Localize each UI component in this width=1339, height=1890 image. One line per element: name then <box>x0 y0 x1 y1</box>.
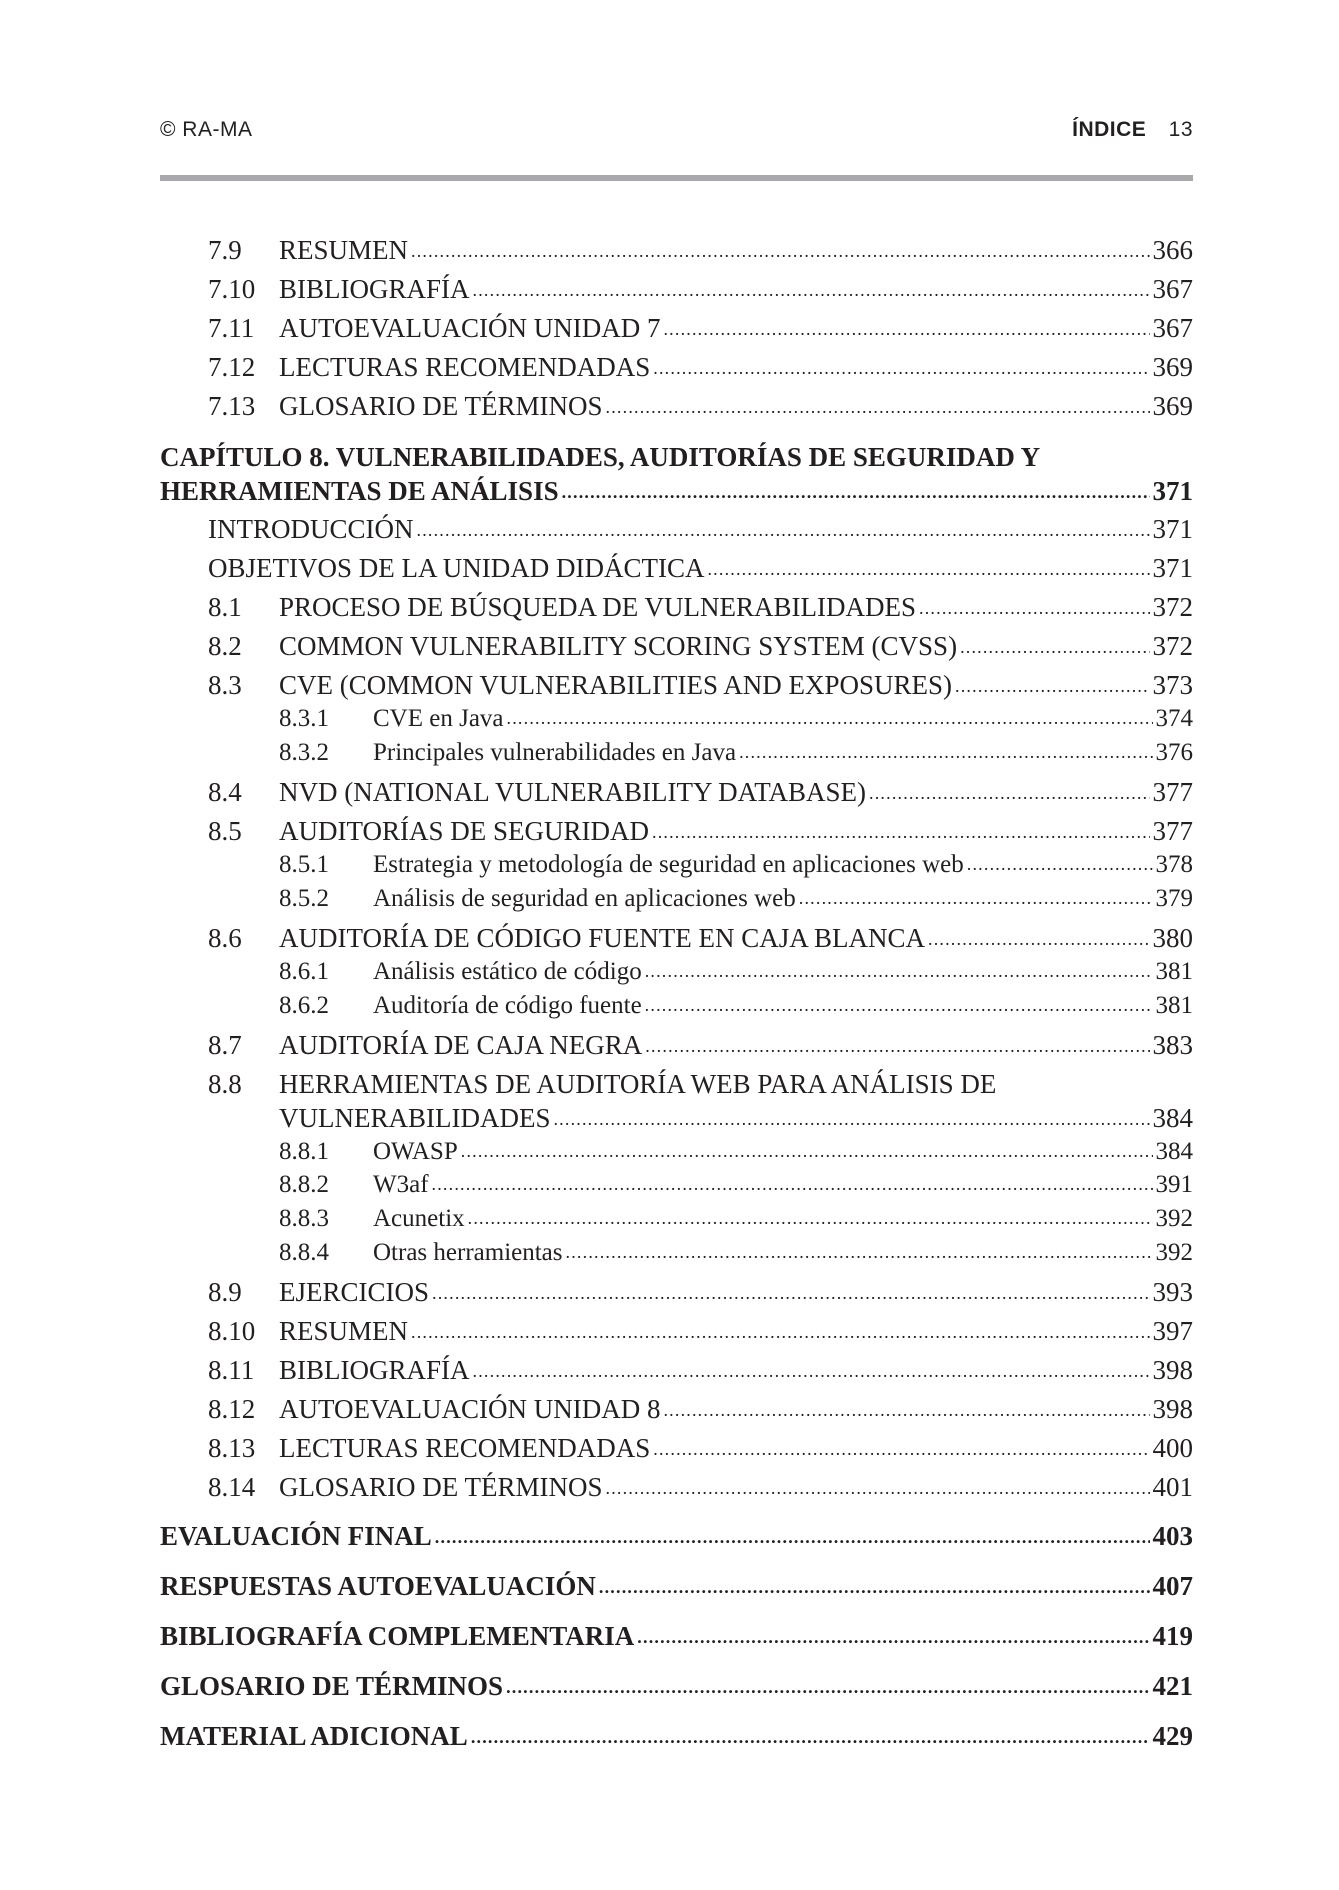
toc-entry <box>160 1392 1193 1426</box>
toc-entry-title: INTRODUCCIÓN <box>208 514 414 544</box>
toc-entry-number: 8.10 <box>208 1316 256 1346</box>
toc-entry-number: 7.13 <box>208 391 256 421</box>
dot-leader <box>432 1276 1149 1310</box>
toc-entry-page: 369 <box>1152 391 1193 421</box>
dot-leader <box>919 591 1149 625</box>
toc-entry-title: Análisis estático de código <box>373 958 642 985</box>
toc-entry-title: CVE en Java <box>373 705 504 732</box>
toc-entry-page: 371 <box>1152 514 1193 544</box>
toc-entry-page: 384 <box>1152 1103 1193 1133</box>
toc-section <box>160 1719 1193 1753</box>
toc-entry-page: 397 <box>1152 1316 1193 1346</box>
toc-entry-number: 8.3.2 <box>279 739 329 766</box>
dot-leader <box>599 1570 1150 1604</box>
dot-leader <box>645 954 1153 988</box>
toc-entry-title: AUDITORÍA DE CÓDIGO FUENTE EN CAJA BLANCA <box>279 923 925 953</box>
toc-entry-title: Estrategia y metodología de seguridad en aplicaciones web <box>373 851 964 878</box>
toc-entry-page: 400 <box>1152 1433 1193 1463</box>
toc-entry <box>160 1353 1193 1387</box>
toc-subentry <box>160 882 1193 916</box>
dot-leader <box>663 1393 1149 1427</box>
dot-leader <box>417 513 1150 547</box>
toc-entry-title: Auditoría de código fuente <box>373 992 642 1019</box>
toc-entry-page: 398 <box>1152 1394 1193 1424</box>
toc-entry-title-line2: VULNERABILIDADES <box>279 1103 551 1133</box>
toc-entry-page: 377 <box>1152 777 1193 807</box>
toc-entry <box>160 272 1193 306</box>
toc-entry-page: 419 <box>1152 1621 1193 1651</box>
toc-entry-title: BIBLIOGRAFÍA <box>279 274 470 304</box>
toc-entry-page: 377 <box>1152 816 1193 846</box>
toc-entry-title: CVE (COMMON VULNERABILITIES AND EXPOSURES) <box>279 670 953 700</box>
toc-section <box>160 1569 1193 1603</box>
toc-entry-title: GLOSARIO DE TÉRMINOS <box>279 391 603 421</box>
page-number: 13 <box>1168 118 1193 141</box>
toc-entry <box>160 629 1193 663</box>
dot-leader <box>411 1315 1149 1349</box>
toc-section-title: BIBLIOGRAFÍA COMPLEMENTARIA <box>160 1621 635 1651</box>
toc-entry-page: 366 <box>1152 235 1193 265</box>
toc-entry-page: 391 <box>1155 1171 1193 1198</box>
toc-entry-title: Otras herramientas <box>373 1239 563 1266</box>
toc-entry-page: 383 <box>1152 1030 1193 1060</box>
dot-leader <box>645 988 1153 1022</box>
toc-entry-title: NVD (NATIONAL VULNERABILITY DATABASE) <box>279 777 867 807</box>
toc-entry-page: 401 <box>1152 1472 1193 1502</box>
toc-entry-title-line1: HERRAMIENTAS DE AUDITORÍA WEB PARA ANÁLISIS DE <box>279 1069 997 1099</box>
toc-entry-page: 392 <box>1155 1205 1193 1232</box>
chapter-title-line2: HERRAMIENTAS DE ANÁLISIS <box>160 476 559 506</box>
toc-section-title: GLOSARIO DE TÉRMINOS <box>160 1671 504 1701</box>
dot-leader <box>432 1167 1153 1201</box>
dot-leader <box>663 312 1149 346</box>
toc-subentry <box>160 955 1193 989</box>
toc-entry-number: 8.11 <box>208 1355 255 1385</box>
dot-leader <box>553 1102 1149 1136</box>
toc-entry-title: LECTURAS RECOMENDADAS <box>279 352 651 382</box>
toc-entry-page: 367 <box>1152 313 1193 343</box>
toc-entry-title: LECTURAS RECOMENDADAS <box>279 1433 651 1463</box>
toc-entry-page: 376 <box>1155 739 1193 766</box>
toc-entry <box>160 1431 1193 1465</box>
toc-entry <box>160 775 1193 809</box>
dot-leader <box>799 881 1153 915</box>
toc-entry-page: 369 <box>1152 352 1193 382</box>
toc-entry-page: 381 <box>1155 992 1193 1019</box>
toc-entry-number: 8.8.3 <box>279 1205 329 1232</box>
dot-leader <box>606 1471 1150 1505</box>
dot-leader <box>471 1720 1150 1754</box>
dot-leader <box>435 1520 1150 1554</box>
dot-leader <box>566 1235 1153 1269</box>
toc-entry <box>160 512 1193 546</box>
toc-subentry <box>160 702 1193 736</box>
toc-entry-number: 8.6 <box>208 923 242 953</box>
dot-leader <box>468 1201 1153 1235</box>
toc-entry-number: 8.8.1 <box>279 1138 329 1165</box>
toc-entry-number: 8.5.2 <box>279 885 329 912</box>
toc-subentry <box>160 1168 1193 1202</box>
toc-entry-number: 8.4 <box>208 777 242 807</box>
toc-entry-title: AUDITORÍAS DE SEGURIDAD <box>279 816 649 846</box>
toc-entry-title: COMMON VULNERABILITY SCORING SYSTEM (CVSS) <box>279 631 958 661</box>
toc-section-title: MATERIAL ADICIONAL <box>160 1721 468 1751</box>
dot-leader <box>653 1432 1149 1466</box>
toc-entry-title: AUTOEVALUACIÓN UNIDAD 8 <box>279 1394 661 1424</box>
toc-entry-page: 398 <box>1152 1355 1193 1385</box>
toc-entry <box>160 350 1193 384</box>
toc-entry-line1 <box>160 1067 1193 1101</box>
toc-entry-page: 371 <box>1152 476 1193 506</box>
toc-entry-page: 374 <box>1155 705 1193 732</box>
toc-section <box>160 1669 1193 1703</box>
dot-leader <box>461 1134 1153 1168</box>
toc-subentry <box>160 736 1193 770</box>
toc-entry-page: 407 <box>1152 1571 1193 1601</box>
toc-entry-page: 367 <box>1152 274 1193 304</box>
toc-subentry <box>160 989 1193 1023</box>
toc-entry-number: 8.3.1 <box>279 705 329 732</box>
dot-leader <box>562 475 1150 509</box>
toc-entry-number: 8.8.2 <box>279 1171 329 1198</box>
dot-leader <box>960 630 1149 664</box>
toc-entry-page: 384 <box>1155 1138 1193 1165</box>
toc-subentry <box>160 1135 1193 1169</box>
chapter-heading <box>160 474 1193 508</box>
toc-entry-page: 372 <box>1152 592 1193 622</box>
toc-entry <box>160 311 1193 345</box>
toc-entry-title: Principales vulnerabilidades en Java <box>373 739 737 766</box>
dot-leader <box>411 234 1149 268</box>
toc-entry-title: W3af <box>373 1171 429 1198</box>
dot-leader <box>506 1670 1149 1704</box>
toc-entry <box>160 1470 1193 1504</box>
toc-entry-number: 8.13 <box>208 1433 256 1463</box>
toc-entry-page: 403 <box>1152 1521 1193 1551</box>
toc-entry-page: 392 <box>1155 1239 1193 1266</box>
dot-leader <box>652 815 1150 849</box>
toc-entry-number: 8.5 <box>208 816 242 846</box>
toc-entry <box>160 590 1193 624</box>
toc-entry-number: 7.11 <box>208 313 255 343</box>
toc-entry-number: 8.5.1 <box>279 851 329 878</box>
toc-entry <box>160 1101 1193 1135</box>
dot-leader <box>653 351 1149 385</box>
table-of-contents <box>160 0 1193 1890</box>
toc-entry-title: BIBLIOGRAFÍA <box>279 1355 470 1385</box>
toc-entry-number: 8.9 <box>208 1277 242 1307</box>
dot-leader <box>955 669 1149 703</box>
toc-section-title: RESPUESTAS AUTOEVALUACIÓN <box>160 1571 596 1601</box>
toc-entry-number: 8.14 <box>208 1472 256 1502</box>
toc-entry-number: 8.8 <box>208 1069 242 1099</box>
toc-entry <box>160 233 1193 267</box>
toc-subentry <box>160 848 1193 882</box>
toc-entry <box>160 921 1193 955</box>
toc-section <box>160 1519 1193 1553</box>
toc-entry <box>160 389 1193 423</box>
toc-entry <box>160 1314 1193 1348</box>
dot-leader <box>928 922 1150 956</box>
toc-entry-number: 8.3 <box>208 670 242 700</box>
toc-entry-number: 8.8.4 <box>279 1239 329 1266</box>
toc-entry-number: 8.7 <box>208 1030 242 1060</box>
dot-leader <box>739 735 1152 769</box>
toc-entry-page: 429 <box>1152 1721 1193 1751</box>
toc-subentry <box>160 1236 1193 1270</box>
toc-entry <box>160 1275 1193 1309</box>
toc-entry-number: 8.6.2 <box>279 992 329 1019</box>
toc-entry-title: Acunetix <box>373 1205 465 1232</box>
toc-entry-page: 371 <box>1152 553 1193 583</box>
dot-leader <box>645 1029 1149 1063</box>
copyright-label: © RA-MA <box>160 118 253 141</box>
toc-entry-title: RESUMEN <box>279 1316 409 1346</box>
chapter-title-line1: CAPÍTULO 8. VULNERABILIDADES, AUDITORÍAS DE SEGURIDAD Y <box>160 442 1041 472</box>
dot-leader <box>507 701 1153 735</box>
toc-entry-number: 8.12 <box>208 1394 256 1424</box>
toc-entry-page: 373 <box>1152 670 1193 700</box>
toc-entry-title: RESUMEN <box>279 235 409 265</box>
toc-entry-title: GLOSARIO DE TÉRMINOS <box>279 1472 603 1502</box>
dot-leader <box>637 1620 1149 1654</box>
toc-entry <box>160 814 1193 848</box>
chapter-heading-line1 <box>160 440 1193 474</box>
toc-entry <box>160 668 1193 702</box>
dot-leader <box>869 776 1149 810</box>
toc-section-title: EVALUACIÓN FINAL <box>160 1521 432 1551</box>
toc-entry-title: AUDITORÍA DE CAJA NEGRA <box>279 1030 643 1060</box>
toc-entry-page: 393 <box>1152 1277 1193 1307</box>
toc-entry <box>160 1028 1193 1062</box>
toc-entry-title: PROCESO DE BÚSQUEDA DE VULNERABILIDADES <box>279 592 917 622</box>
toc-entry-number: 8.6.1 <box>279 958 329 985</box>
toc-entry-page: 381 <box>1155 958 1193 985</box>
toc-entry-page: 421 <box>1152 1671 1193 1701</box>
toc-subentry <box>160 1202 1193 1236</box>
toc-entry-title: Análisis de seguridad en aplicaciones web <box>373 885 796 912</box>
dot-leader <box>473 273 1150 307</box>
toc-entry-page: 379 <box>1155 885 1193 912</box>
toc-entry-title: AUTOEVALUACIÓN UNIDAD 7 <box>279 313 661 343</box>
toc-entry-number: 8.1 <box>208 592 242 622</box>
toc-entry-page: 378 <box>1155 851 1193 878</box>
toc-entry-page: 380 <box>1152 923 1193 953</box>
toc-entry-title: OWASP <box>373 1138 458 1165</box>
toc-entry-number: 8.2 <box>208 631 242 661</box>
toc-entry-title: OBJETIVOS DE LA UNIDAD DIDÁCTICA <box>208 553 705 583</box>
dot-leader <box>707 552 1149 586</box>
toc-entry-number: 7.9 <box>208 235 242 265</box>
toc-entry-title: EJERCICIOS <box>279 1277 430 1307</box>
toc-entry-number: 7.12 <box>208 352 256 382</box>
toc-entry-number: 7.10 <box>208 274 256 304</box>
toc-entry <box>160 551 1193 585</box>
toc-section <box>160 1619 1193 1653</box>
dot-leader <box>967 847 1153 881</box>
section-title: ÍNDICE <box>1072 118 1147 141</box>
dot-leader <box>473 1354 1150 1388</box>
dot-leader <box>606 390 1150 424</box>
toc-entry-page: 372 <box>1152 631 1193 661</box>
